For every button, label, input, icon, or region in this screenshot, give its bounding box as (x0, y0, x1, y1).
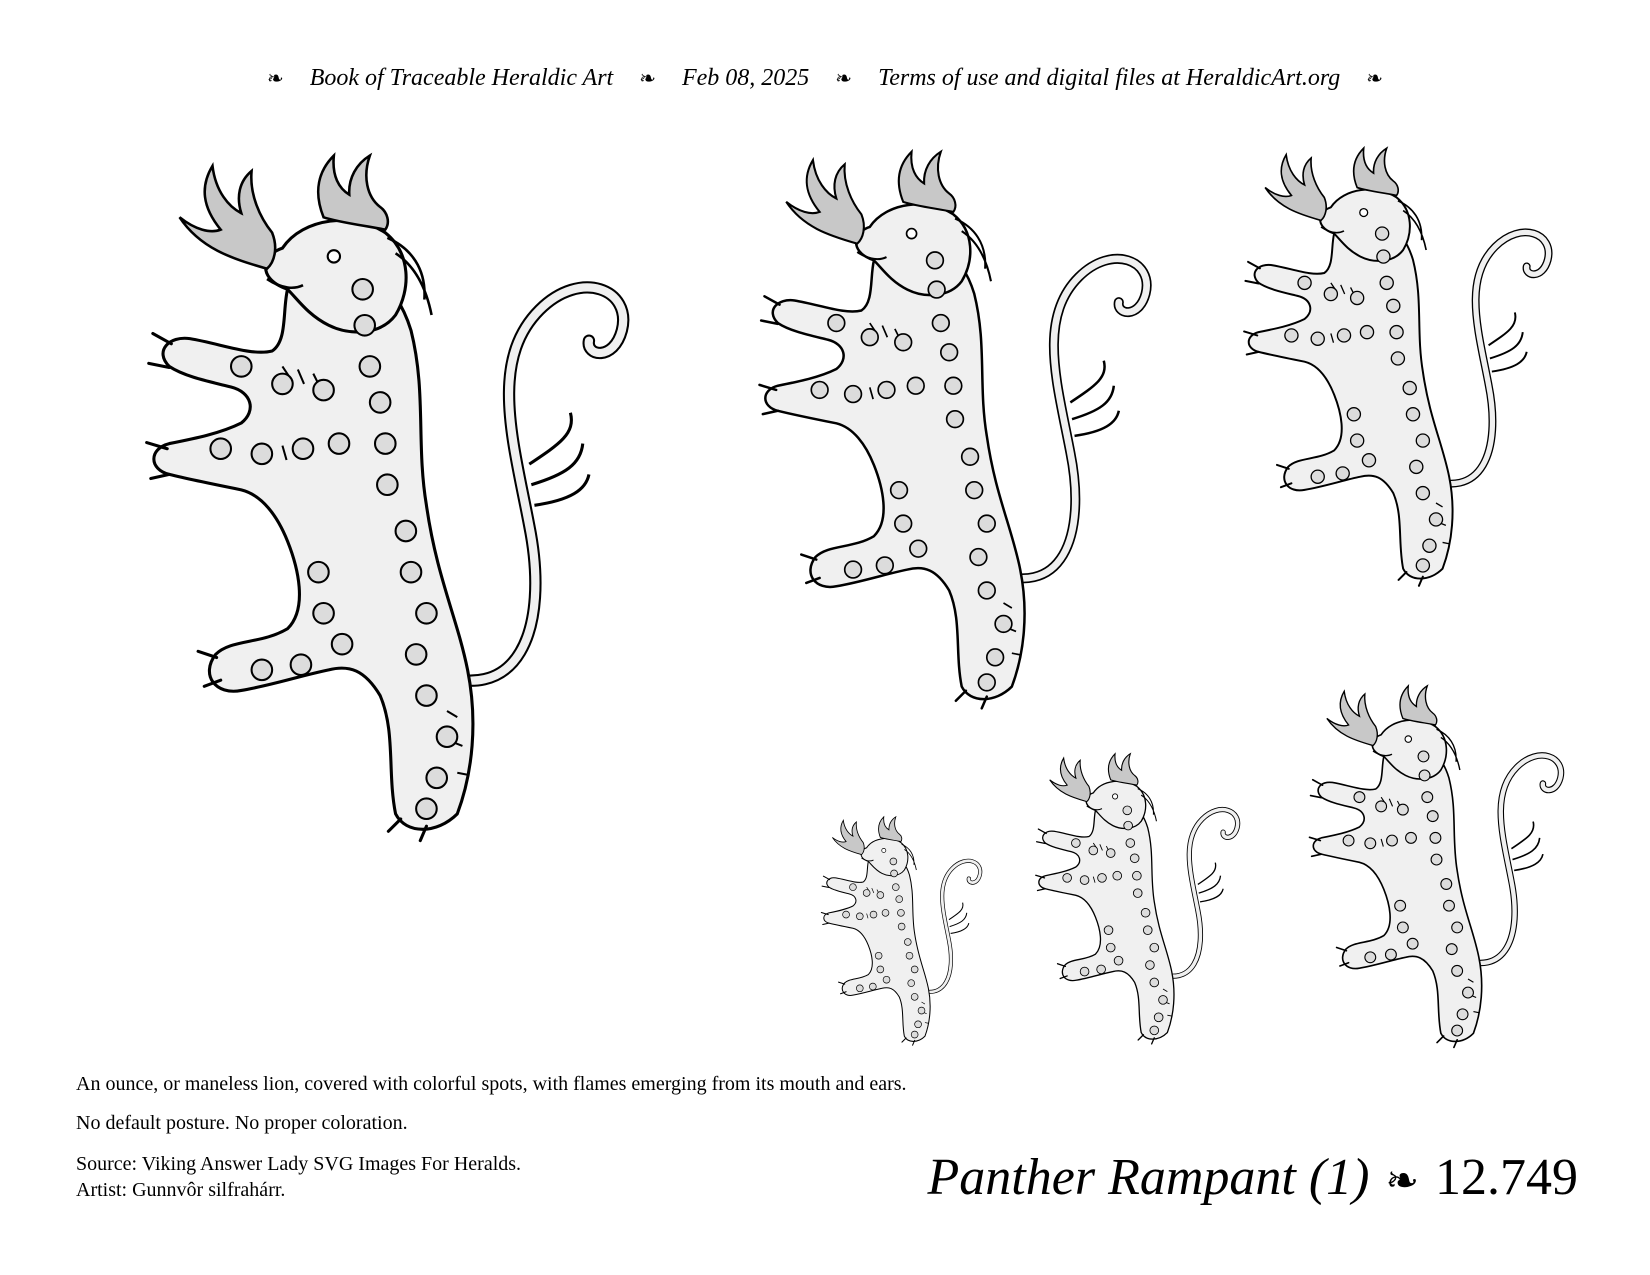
panther-rampant-small-2 (1290, 675, 1570, 1055)
panther-rampant-smaller (1020, 745, 1245, 1050)
page-title (928, 1148, 1578, 1214)
posture-note: No default posture. No proper coloration. (76, 1112, 408, 1134)
fleuron-icon: ❧ (266, 67, 284, 90)
artist-credit: Artist: Gunnvôr silfrahárr. (76, 1179, 286, 1201)
panther-rampant-small (1220, 135, 1560, 595)
figure-gallery (0, 120, 1650, 1060)
figure-number: 12.749 (1435, 1149, 1578, 1206)
publication-date: Feb 08, 2025 (681, 64, 810, 91)
fleuron-icon: ❧ (1385, 1158, 1419, 1203)
panther-rampant-medium (730, 135, 1160, 720)
fleuron-icon: ❧ (639, 67, 656, 90)
fleuron-icon: ❧ (835, 67, 853, 90)
fleuron-icon: ❧ (1366, 67, 1384, 90)
source-credit: Source: Viking Answer Lady SVG Images For Heralds. (76, 1153, 522, 1175)
book-title: Book of Traceable Heraldic Art (309, 64, 614, 91)
panther-rampant-smallest (810, 810, 985, 1050)
panther-rampant-large (110, 135, 640, 855)
page-header (0, 58, 1650, 98)
description-line: An ounce, or maneless lion, covered with colorful spots, with flames emerging from its mouth and ears. (76, 1073, 907, 1095)
terms-link[interactable]: Terms of use and digital files at HeraldicArt.org (878, 64, 1341, 91)
figure-name: Panther Rampant (1) (927, 1149, 1370, 1206)
